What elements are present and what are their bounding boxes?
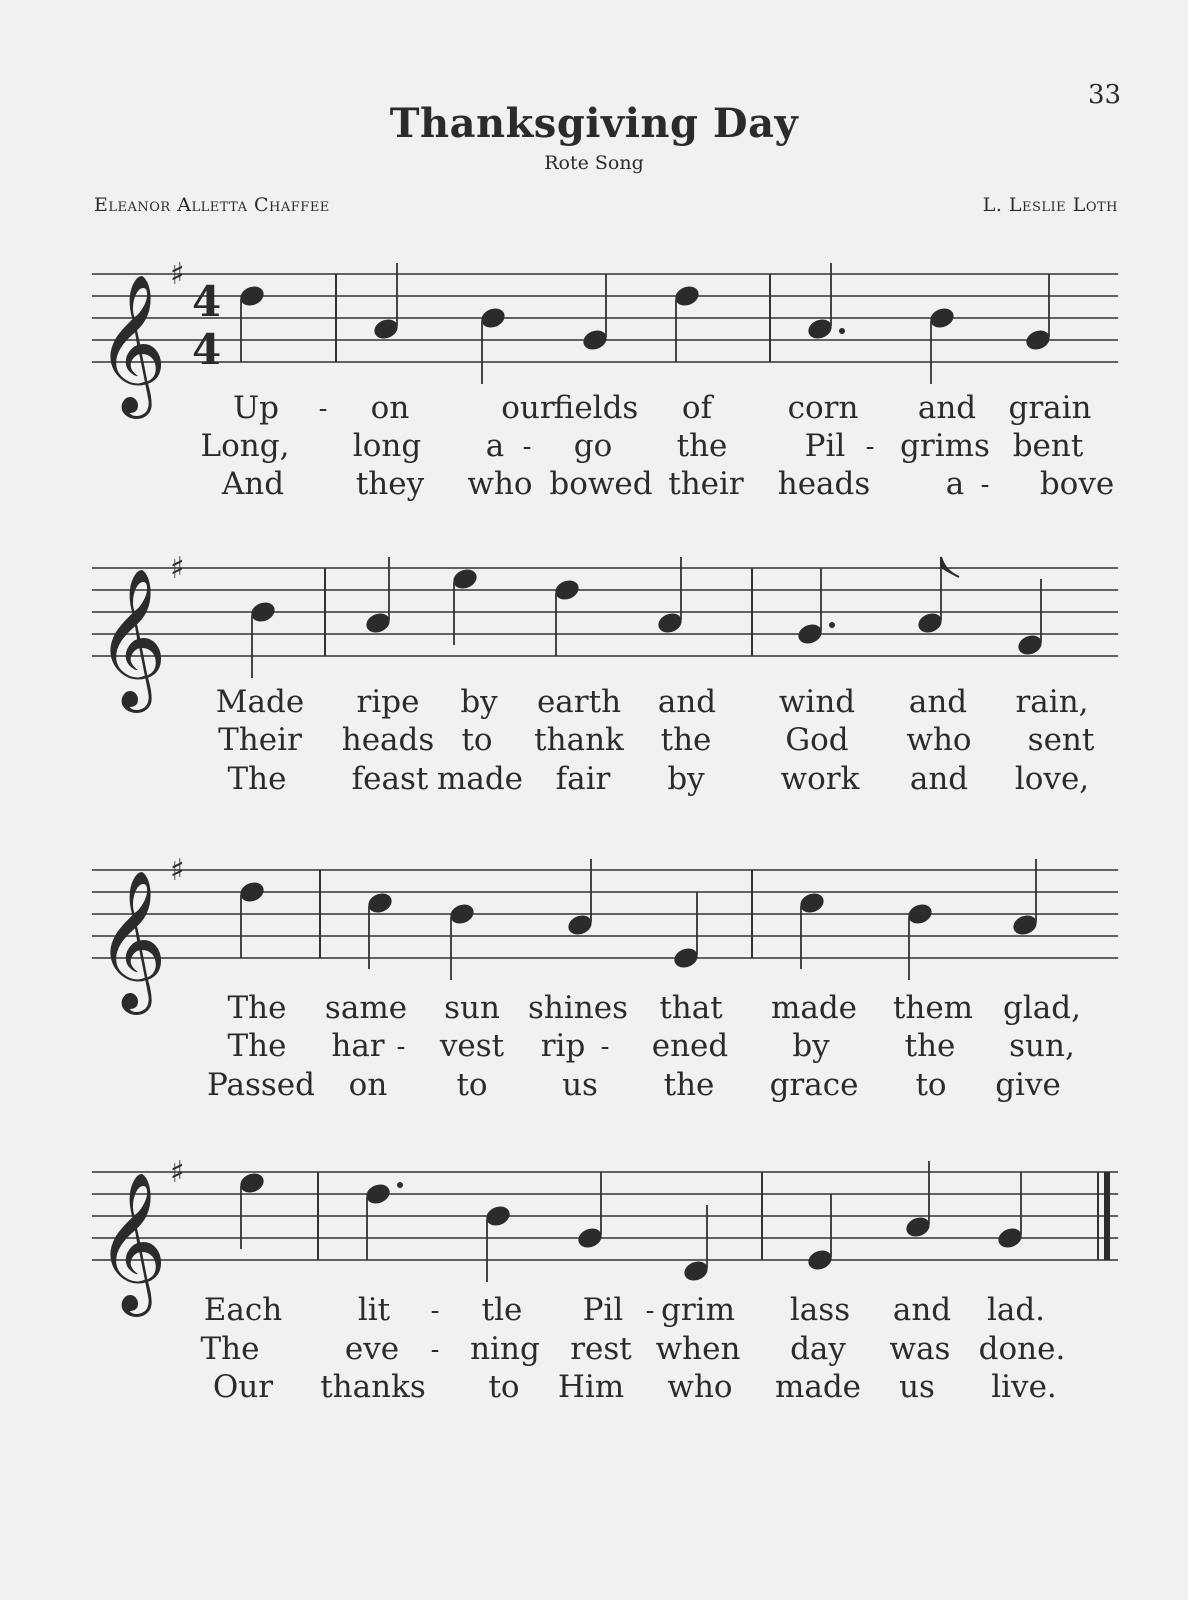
lyric-syllable: thank <box>534 722 624 758</box>
lyric-syllable: Our <box>212 1369 274 1405</box>
lyric-syllable: ened <box>651 1028 729 1064</box>
lyric-syllable: thanks <box>320 1369 426 1405</box>
treble-clef-icon: 𝄞 <box>96 274 167 413</box>
lyric-syllable: to <box>488 1369 520 1405</box>
key-signature-sharp-icon: ♯ <box>170 551 185 586</box>
lyric-syllable: God <box>785 722 849 758</box>
lyric-syllable: made <box>436 761 524 797</box>
lyric-syllable: rip <box>540 1028 586 1064</box>
lyric-syllable: The <box>200 1331 260 1367</box>
lyric-syllable: a <box>485 428 505 464</box>
lyric-syllable: The <box>227 761 287 797</box>
lyric-syllable: Pil <box>582 1292 624 1328</box>
lyric-syllable: heads <box>341 722 435 758</box>
lyric-syllable: our <box>501 390 555 426</box>
lyric-syllable: The <box>227 1028 287 1064</box>
lyric-syllable: and <box>917 390 977 426</box>
lyric-syllable: on <box>348 1067 388 1103</box>
note <box>1016 579 1045 658</box>
lyric-syllable: eve <box>344 1331 400 1367</box>
lyric-syllable: The <box>227 990 287 1026</box>
lyric-syllable: they <box>355 466 425 502</box>
lyric-syllable: the <box>676 428 728 464</box>
lyric-syllable: long <box>352 428 422 464</box>
staff-system-4 <box>0 1112 1188 1320</box>
lyric-syllable: their <box>668 466 744 502</box>
lyric-syllable: by <box>667 761 705 797</box>
note <box>238 1170 267 1249</box>
lyric-syllable: shines <box>527 990 629 1026</box>
lyric-syllable: and <box>908 684 968 720</box>
lyric-syllable: a <box>945 466 965 502</box>
note <box>928 305 957 384</box>
lyric-syllable: that <box>659 990 723 1026</box>
lyric-syllable: to <box>915 1067 947 1103</box>
lyric-hyphen: - <box>600 1032 610 1062</box>
note <box>364 557 393 636</box>
lyric-syllable: rain, <box>1015 684 1089 720</box>
note <box>656 557 685 636</box>
key-signature-sharp-icon: ♯ <box>170 853 185 888</box>
note <box>673 283 702 362</box>
lyric-hyphen: - <box>430 1335 440 1365</box>
lyric-syllable: And <box>221 466 285 502</box>
note <box>238 879 267 958</box>
lyric-hyphen: - <box>865 432 875 462</box>
lyric-syllable: wind <box>778 684 856 720</box>
note <box>906 901 935 980</box>
lyric-syllable: us <box>899 1369 935 1405</box>
key-signature-sharp-icon: ♯ <box>170 257 185 292</box>
lyric-syllable: the <box>660 722 712 758</box>
song-title: Thanksgiving Day <box>389 100 799 147</box>
lyric-syllable: by <box>792 1028 830 1064</box>
lyric-syllable: them <box>892 990 974 1026</box>
note <box>364 1181 403 1260</box>
treble-clef-icon: 𝄞 <box>96 568 167 707</box>
lyric-syllable: by <box>460 684 498 720</box>
lyric-syllable: grims <box>900 428 990 464</box>
lyric-syllable: corn <box>787 390 859 426</box>
lyric-syllable: Passed <box>207 1067 315 1103</box>
lyric-syllable: ning <box>470 1331 540 1367</box>
note <box>372 263 401 342</box>
note <box>1011 859 1040 938</box>
composer-credit: L. Leslie Loth <box>982 194 1118 216</box>
lyric-syllable: heads <box>777 466 871 502</box>
final-barline-thick <box>1104 1172 1110 1260</box>
lyric-syllable: fields <box>553 390 639 426</box>
lyric-syllable: who <box>467 466 533 502</box>
lyric-hyphen: - <box>522 432 532 462</box>
lyric-syllable: bove <box>1039 466 1115 502</box>
note <box>581 274 610 353</box>
lyric-syllable: sun, <box>1009 1028 1075 1064</box>
lyric-syllable: us <box>562 1067 598 1103</box>
lyric-hyphen: - <box>396 1032 406 1062</box>
treble-clef-icon: 𝄞 <box>96 870 167 1009</box>
note <box>806 1194 835 1273</box>
note <box>238 283 267 362</box>
lyric-syllable: lad. <box>986 1292 1046 1328</box>
lyric-syllable: on <box>370 390 410 426</box>
staff-system-3 <box>0 810 1188 1018</box>
note <box>451 566 480 645</box>
lyric-syllable: who <box>906 722 972 758</box>
lyric-syllable: earth <box>536 684 622 720</box>
lyric-syllable: work <box>780 761 860 797</box>
note <box>566 859 595 938</box>
lyric-syllable: har <box>331 1028 385 1064</box>
lyric-syllable: made <box>770 990 858 1026</box>
note <box>996 1172 1025 1251</box>
lyric-syllable: made <box>774 1369 862 1405</box>
note <box>448 901 477 980</box>
lyric-syllable: grain <box>1008 390 1092 426</box>
lyric-syllable: give <box>995 1067 1061 1103</box>
lyric-syllable: Their <box>218 722 302 758</box>
note <box>806 263 845 342</box>
lyric-syllable: Pil <box>804 428 846 464</box>
lyric-hyphen: - <box>980 470 990 500</box>
lyric-syllable: same <box>324 990 408 1026</box>
lyric-syllable: lass <box>789 1292 851 1328</box>
lyric-hyphen: - <box>430 1296 440 1326</box>
lyric-hyphen: - <box>318 394 328 424</box>
augmentation-dot <box>829 622 835 628</box>
note <box>479 305 508 384</box>
lyric-syllable: done. <box>978 1331 1066 1367</box>
note <box>904 1161 933 1240</box>
song-subtitle: Rote Song <box>544 152 644 174</box>
note <box>249 599 278 678</box>
note <box>798 890 827 969</box>
treble-clef-icon: 𝄞 <box>96 1172 167 1311</box>
note <box>682 1205 711 1284</box>
note <box>796 568 835 647</box>
note <box>553 577 582 656</box>
lyric-syllable: bent <box>1012 428 1084 464</box>
lyric-syllable: when <box>655 1331 741 1367</box>
note-flag <box>941 557 959 577</box>
time-signature-bottom: 4 <box>192 325 222 374</box>
note <box>366 890 395 969</box>
lyric-syllable: Up <box>233 390 279 426</box>
lyric-syllable: love, <box>1014 761 1090 797</box>
note <box>576 1172 605 1251</box>
lyric-syllable: tle <box>481 1292 523 1328</box>
lyric-syllable: rest <box>570 1331 632 1367</box>
lyric-syllable: ripe <box>356 684 420 720</box>
lyric-syllable: vest <box>439 1028 505 1064</box>
lyric-syllable: fair <box>555 761 611 797</box>
note <box>672 892 701 971</box>
lyric-syllable: who <box>667 1369 733 1405</box>
lyric-syllable: to <box>456 1067 488 1103</box>
lyric-syllable: and <box>909 761 969 797</box>
lyric-syllable: grim <box>661 1292 735 1328</box>
lyric-syllable: glad, <box>1003 990 1081 1026</box>
lyric-hyphen: - <box>645 1296 655 1326</box>
lyric-syllable: and <box>892 1292 952 1328</box>
augmentation-dot <box>839 328 845 334</box>
lyric-syllable: Long, <box>200 428 290 464</box>
lyric-syllable: sent <box>1027 722 1095 758</box>
augmentation-dot <box>397 1182 403 1188</box>
lyric-syllable: Made <box>215 684 305 720</box>
lyric-syllable: the <box>663 1067 715 1103</box>
time-signature-top: 4 <box>192 277 222 326</box>
lyric-syllable: and <box>657 684 717 720</box>
lyric-syllable: lit <box>357 1292 391 1328</box>
lyric-syllable: sun <box>444 990 500 1026</box>
lyric-syllable: Him <box>557 1369 625 1405</box>
lyric-syllable: was <box>889 1331 951 1367</box>
lyric-syllable: of <box>681 390 713 426</box>
note <box>1024 274 1053 353</box>
lyric-syllable: bowed <box>549 466 653 502</box>
page-number: 33 <box>1088 80 1122 110</box>
lyric-syllable: live. <box>991 1369 1057 1405</box>
lyric-syllable: go <box>573 428 613 464</box>
lyric-syllable: grace <box>769 1067 859 1103</box>
lyric-syllable: to <box>461 722 493 758</box>
lyric-syllable: day <box>790 1331 846 1367</box>
note <box>484 1203 513 1282</box>
note <box>916 557 959 636</box>
lyric-syllable: feast <box>351 761 429 797</box>
lyric-syllable: the <box>904 1028 956 1064</box>
key-signature-sharp-icon: ♯ <box>170 1155 185 1190</box>
lyricist-credit: Eleanor Alletta Chaffee <box>94 194 330 216</box>
lyric-syllable: Each <box>203 1292 283 1328</box>
